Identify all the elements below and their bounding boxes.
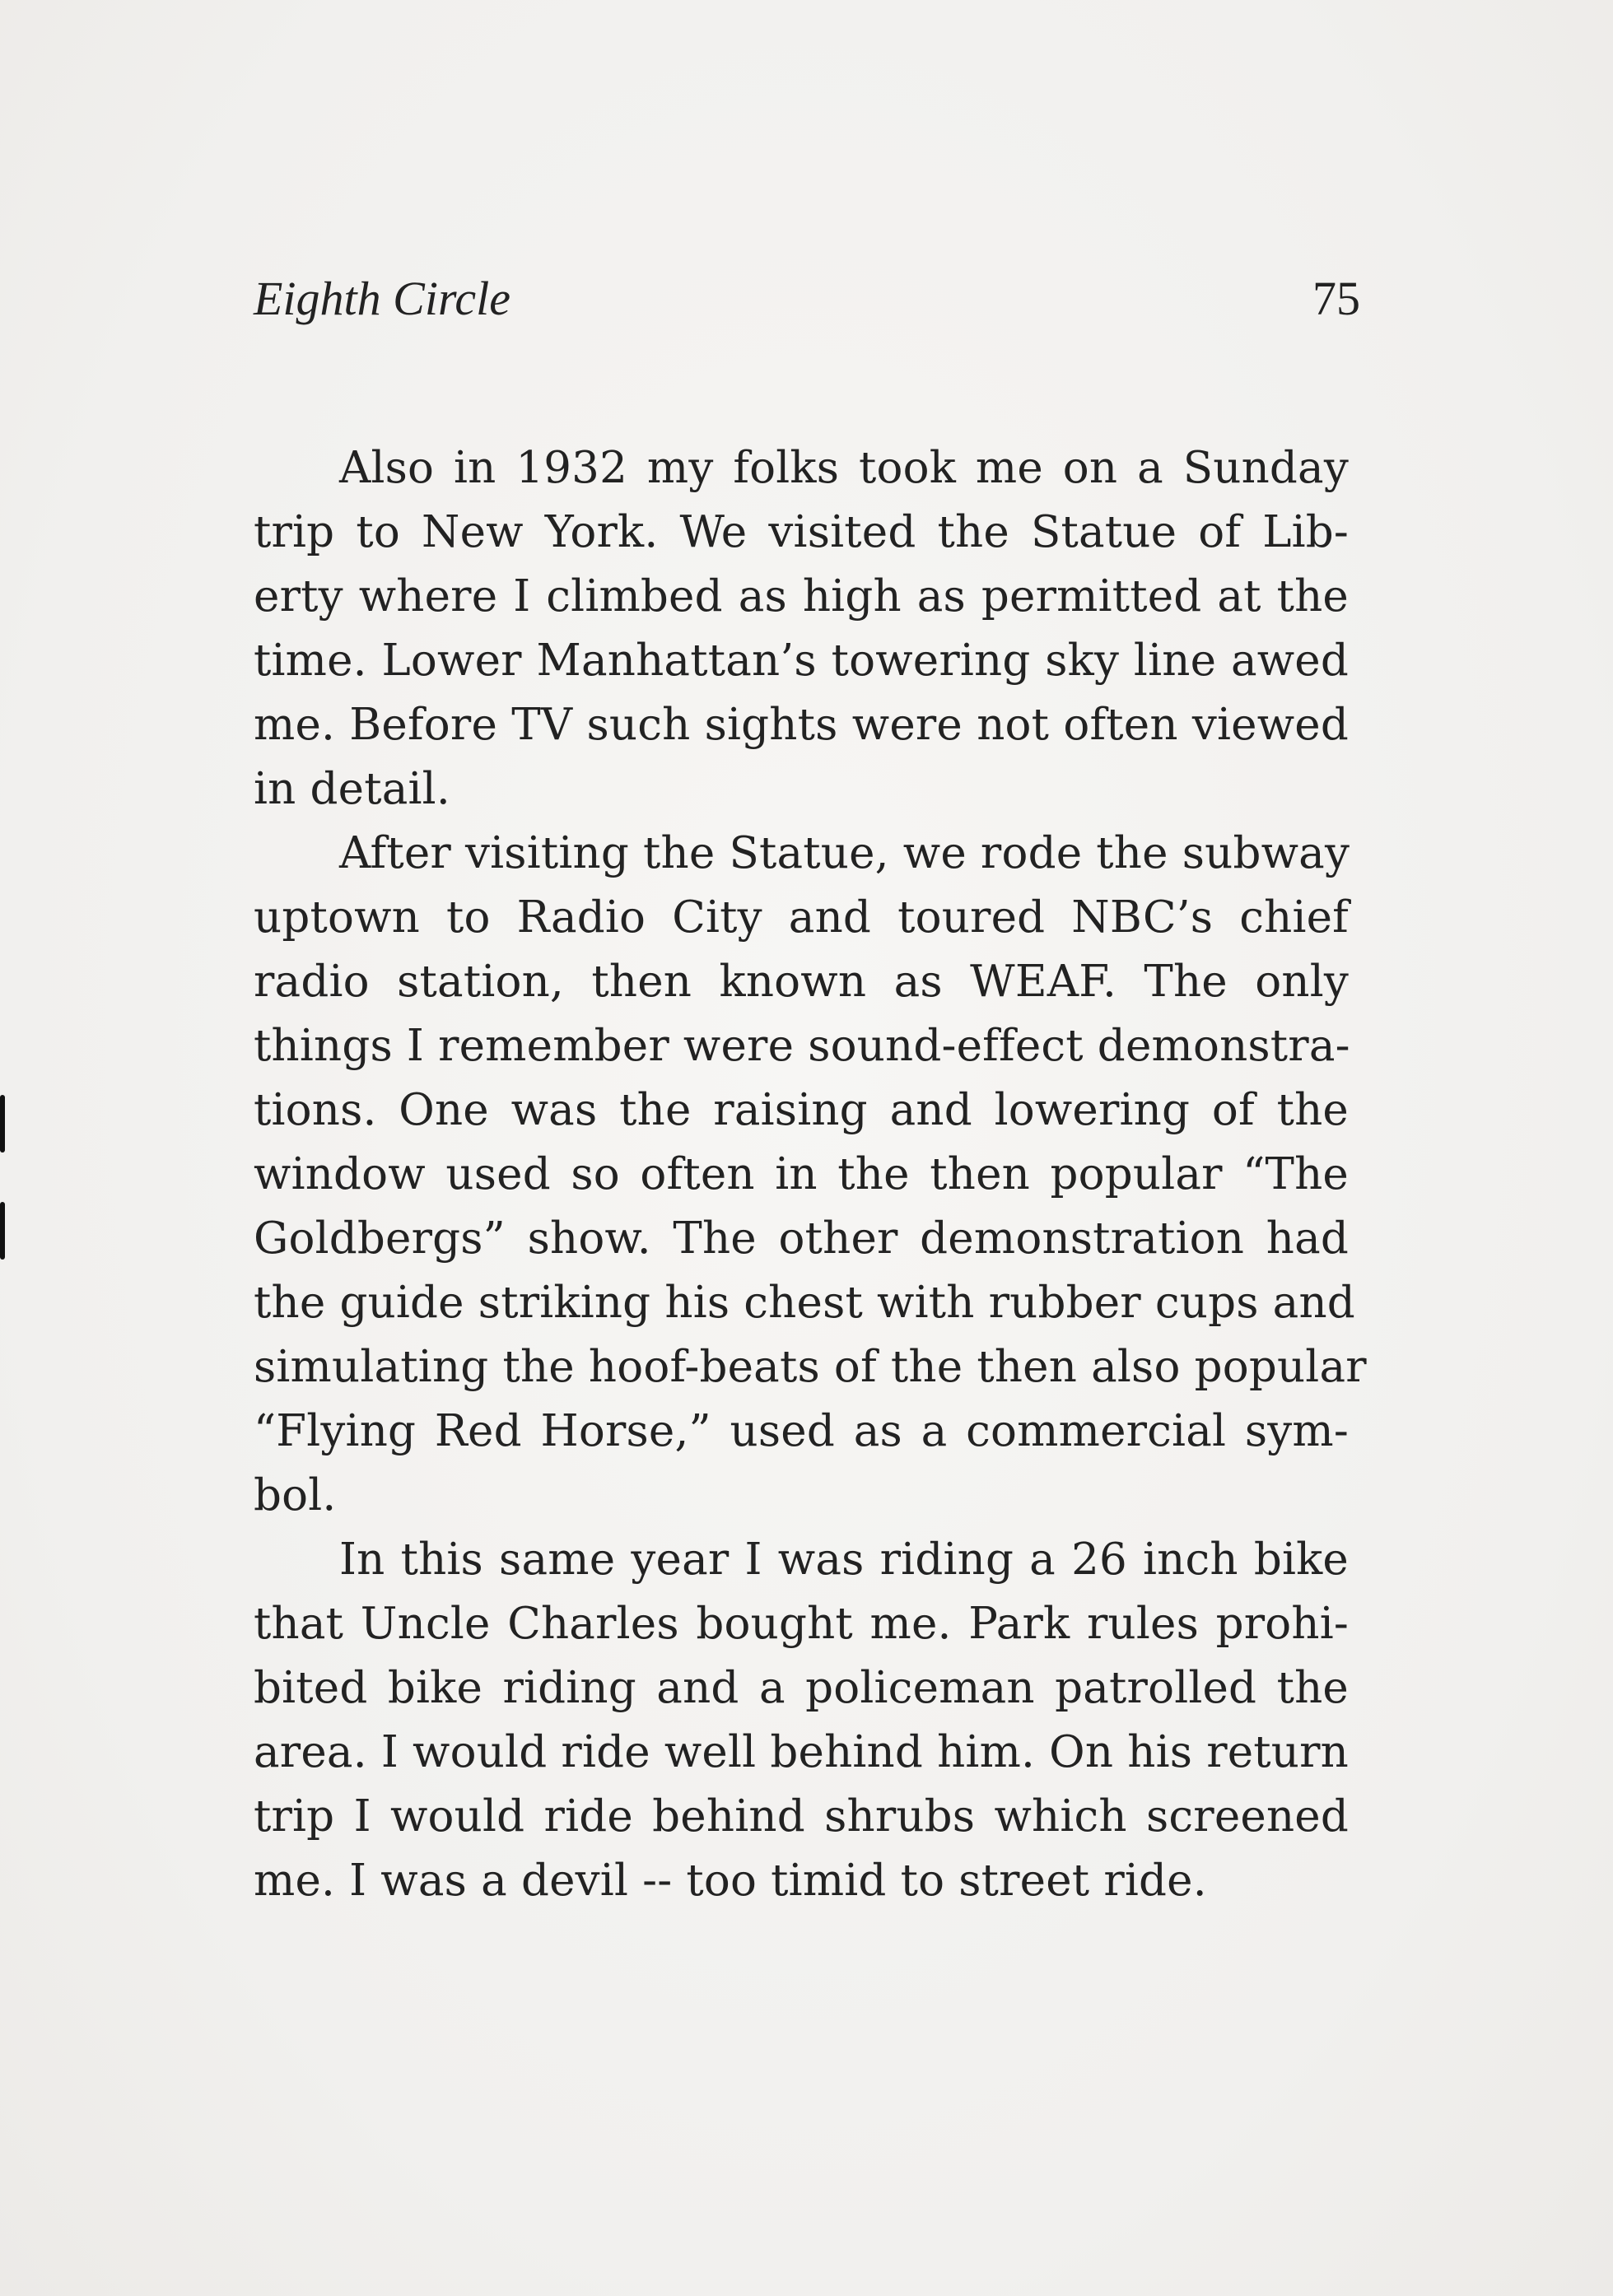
text-line: time. Lower Manhattan’s towering sky line awed (254, 636, 1349, 686)
text-line: After visiting the Statue, we rode the subway (339, 828, 1350, 878)
text-line: the guide striking his chest with rubber cups and (254, 1278, 1355, 1328)
text-line: me. Before TV such sights were not often viewed (254, 700, 1349, 750)
text-line: bol. (254, 1470, 337, 1521)
text-line: erty where I climbed as high as permitted at the (254, 571, 1349, 622)
text-line: things I remember were sound-effect demonstra- (254, 1021, 1350, 1071)
text-line: In this same year I was riding a 26 inch bike (339, 1535, 1349, 1585)
text-line: that Uncle Charles bought me. Park rules prohi- (254, 1599, 1349, 1649)
paragraph-1 (254, 436, 1349, 822)
text-line: area. I would ride well behind him. On his return (254, 1727, 1349, 1777)
text-line: me. I was a devil -- too timid to street ride. (254, 1856, 1207, 1906)
paragraph-3 (254, 1528, 1349, 1913)
text-line: Goldbergs” show. The other demonstration had (254, 1213, 1349, 1264)
text-line: bited bike riding and a policeman patrolled the (254, 1663, 1349, 1713)
body-text (254, 436, 1367, 1913)
running-head (254, 262, 1360, 336)
text-line: uptown to Radio City and toured NBC’s chief (254, 892, 1349, 943)
paragraph-2 (254, 822, 1367, 1528)
text-line: tions. One was the raising and lowering of the (254, 1085, 1349, 1135)
margin-mark (0, 1202, 5, 1260)
text-line: in detail. (254, 764, 450, 814)
margin-mark (0, 1095, 5, 1153)
text-line: simulating the hoof-beats of the then also popular (254, 1342, 1367, 1392)
text-line: window used so often in the then popular “The (254, 1149, 1349, 1199)
page-number: 75 (1312, 272, 1360, 325)
text-line: Also in 1932 my folks took me on a Sunday (339, 443, 1349, 493)
section-title: Eighth Circle (254, 272, 510, 325)
text-line: radio station, then known as WEAF. The only (254, 957, 1349, 1007)
text-line: “Flying Red Horse,” used as a commercial sym- (254, 1406, 1349, 1456)
text-line: trip to New York. We visited the Statue of Lib- (254, 507, 1349, 557)
text-line: trip I would ride behind shrubs which screened (254, 1791, 1349, 1842)
